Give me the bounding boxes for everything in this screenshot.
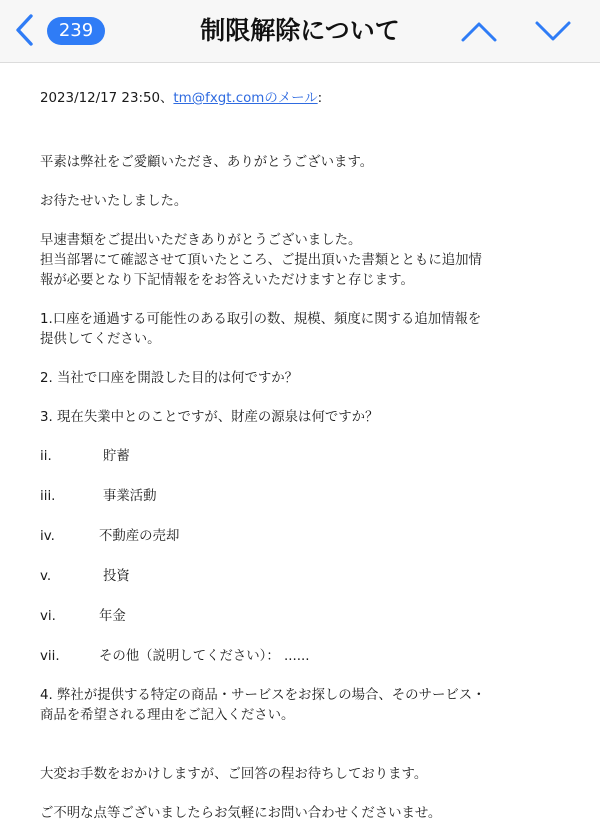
quote-suffix: : [317,91,323,106]
option-row [40,527,580,547]
greeting: 平素は弊社をご愛顧いただき、ありがとうございます。 [40,155,374,170]
paragraph-line: 担当部署にて確認させて頂いたところ、ご提出頂いた書類とともに追加情 [40,253,482,268]
option-label: その他（説明してください）： ...... [99,649,310,664]
option-row [40,567,580,587]
sender-link[interactable]: tm@fxgt.comのメール [173,91,318,106]
question-1: 1.口座を通過する可能性のある取引の数、規模、頻度に関する追加情報を [40,312,482,327]
wait-line: お待たせいたしました。 [40,194,188,209]
page-title: 制限解除について [200,16,400,45]
previous-message-button[interactable] [459,14,499,48]
option-label: 事業活動 [103,489,157,504]
option-label: 貯蓄 [103,449,130,464]
option-number: iii. [40,489,56,504]
option-label: 年金 [99,609,126,624]
option-number: vii. [40,649,60,664]
option-number: vi. [40,609,56,624]
option-label: 投資 [103,569,130,584]
quote-date: 2023/12/17 23:50、 [40,91,174,106]
back-button[interactable] [10,12,38,48]
paragraph-line: 早速書類をご提出いただきありがとうございました。 [40,233,362,248]
unread-count-badge[interactable]: 239 [47,17,105,45]
option-row [40,647,580,667]
chevron-left-icon [13,13,35,47]
chevron-down-icon [534,19,572,43]
email-body [40,62,580,824]
option-number: ii. [40,449,52,464]
option-row [40,487,580,507]
navigation-bar [0,0,600,63]
question-1-continued: 提供してください。 [40,332,161,347]
option-label: 不動産の売却 [99,529,180,544]
question-3: 3. 現在失業中とのことですが、財産の源泉は何ですか？ [40,410,379,425]
next-message-button[interactable] [533,14,573,48]
option-row [40,447,580,467]
quote-header [40,62,580,109]
closing-line: ご不明な点等ございましたらお気軽にお問い合わせくださいませ。 [40,806,442,821]
option-row [40,607,580,627]
question-2: 2. 当社で口座を開設した目的は何ですか？ [40,371,299,386]
question-4: 4. 弊社が提供する特定の商品・サービスをお探しの場合、そのサービス・ [40,688,486,703]
option-number: v. [40,569,52,584]
question-4-continued: 商品を希望される理由をご記入ください。 [40,708,295,723]
option-number: iv. [40,529,55,544]
paragraph-line: 報が必要となり下記情報ををお答えいただけますと存じます。 [40,273,414,288]
chevron-up-icon [460,19,498,43]
closing-line: 大変お手数をおかけしますが、ご回答の程お待ちしております。 [40,767,428,782]
